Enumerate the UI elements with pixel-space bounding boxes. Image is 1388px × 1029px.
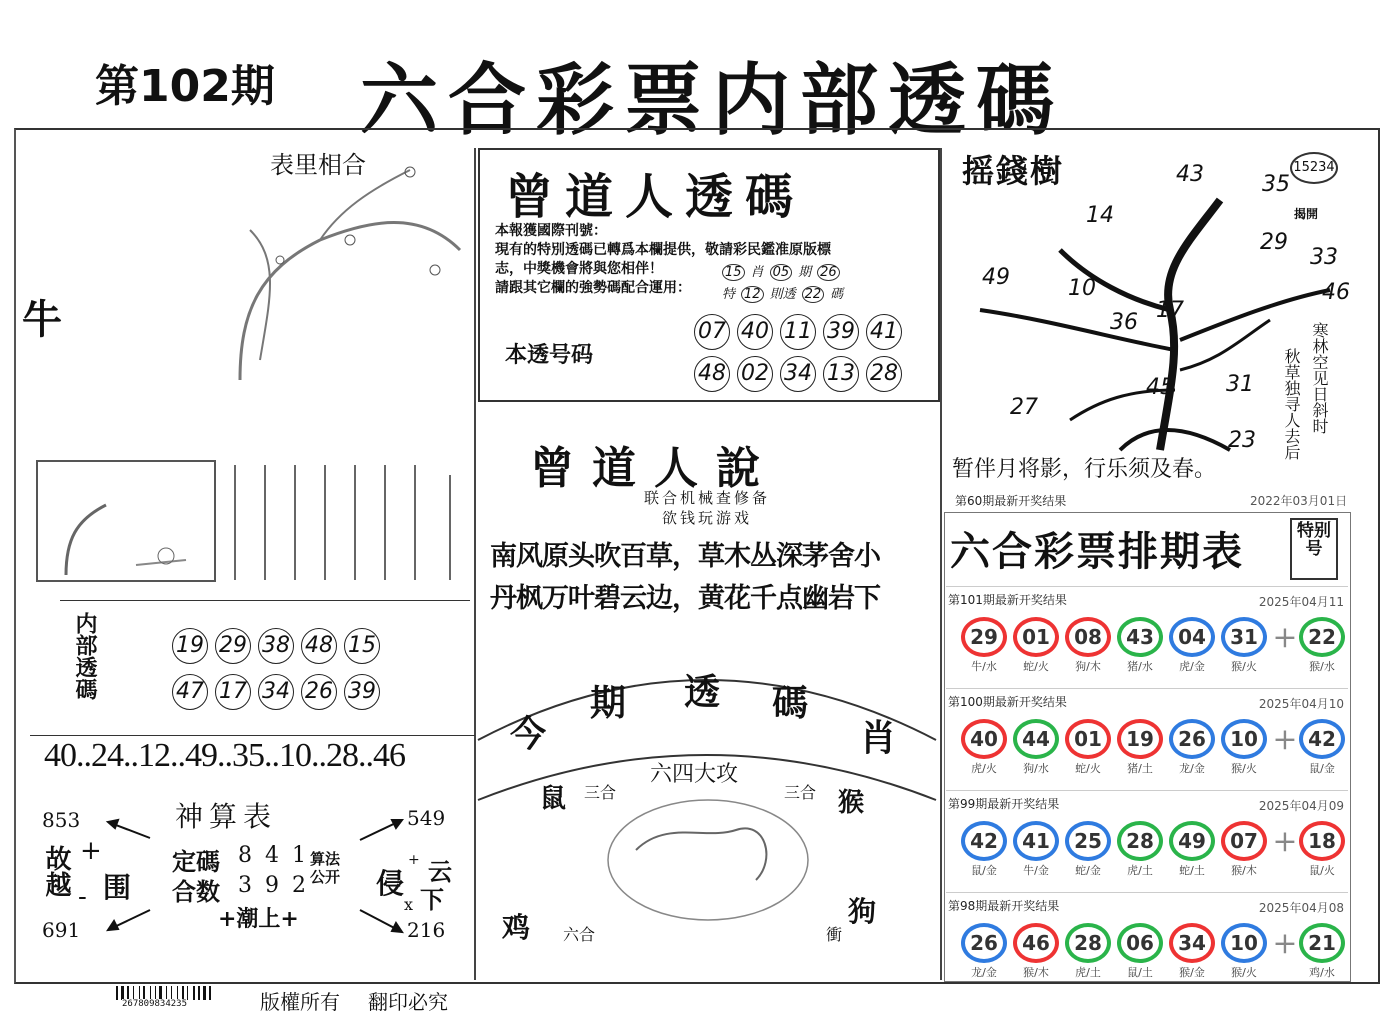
number-circle: 41 (866, 314, 902, 350)
lottery-ball: 41 (1013, 821, 1059, 861)
tree-num-35: 35 (1262, 172, 1290, 197)
inner-label: 内部透碼 (72, 612, 98, 700)
plum-blossom-drawing (200, 150, 470, 410)
special-num: 22 (802, 286, 825, 303)
lottery-ball: 04 (1169, 617, 1215, 657)
ball-zodiac: 鼠/金 (971, 864, 997, 877)
result-date: 2025年04月08 (1258, 901, 1344, 915)
tree-num-45: 45 (1146, 375, 1174, 400)
number-circle: 15 (344, 628, 380, 664)
special-num: 15 (722, 264, 745, 281)
chao-label: +潮上+ (218, 906, 299, 932)
seal-stamp: 15234 (1290, 152, 1338, 184)
lottery-ball: 26 (1169, 719, 1215, 759)
number-circle: 07 (694, 314, 730, 350)
special-num: 12 (741, 286, 764, 303)
plus-icon: + (1272, 926, 1298, 961)
poem-vertical-1: 寒林空见日斜时 (1310, 322, 1329, 434)
poem-line-1: 南风原头吹百草，草木丛深茅舍小 (490, 541, 880, 572)
lottery-ball: 10 (1221, 719, 1267, 759)
lottery-ball: 10 (1221, 923, 1267, 963)
tree-num-17: 17 (1156, 298, 1184, 323)
arch-char-1: 今 (510, 713, 547, 755)
ball-zodiac: 鸡/水 (1309, 966, 1335, 979)
lottery-ball: 07 (1221, 821, 1267, 861)
tree-num-27: 27 (1010, 395, 1038, 420)
lottery-ball: 01 (1013, 617, 1059, 657)
ball-zodiac: 狗/木 (1075, 660, 1101, 673)
ball-cell (1064, 923, 1112, 980)
tree-num-43: 43 (1176, 162, 1204, 187)
sub-line-2: 欲钱玩游戏 (661, 509, 752, 527)
calc-title: 神算表 (175, 800, 278, 833)
label-this-issue: 本透号码 (505, 342, 594, 368)
dingma-values: 8 4 1 (238, 843, 309, 868)
result-balls (960, 719, 1350, 776)
handwritten-columns (225, 455, 470, 590)
special-num: 05 (770, 264, 793, 281)
ball-cell (1064, 617, 1112, 674)
result-block (946, 586, 1348, 688)
ball-cell (1168, 923, 1216, 980)
table-title: 六合彩票排期表 (950, 528, 1244, 575)
num-216: 216 (407, 918, 446, 942)
number-circle: 47 (172, 674, 208, 710)
result-header: 第98期最新开奖结果 (948, 899, 1060, 913)
mini-date: 2022年03月01日 (1250, 494, 1348, 508)
ball-cell (1168, 719, 1216, 776)
lottery-ball: 19 (1117, 719, 1163, 759)
number-circle: 48 (694, 356, 730, 392)
ball-zodiac: 猴/水 (1309, 660, 1335, 673)
copyright-text: 版權所有 (260, 990, 340, 1014)
ball-zodiac: 鼠/土 (1127, 966, 1153, 979)
qin-char: 侵 (376, 867, 405, 900)
rule-line (60, 600, 470, 601)
ball-cell (960, 923, 1008, 980)
ball-zodiac: 猪/土 (1127, 762, 1153, 775)
ball-zodiac: 龙/金 (971, 966, 997, 979)
number-circle: 11 (780, 314, 816, 350)
ball-zodiac: 虎/火 (971, 762, 997, 775)
lottery-ball: 18 (1299, 821, 1345, 861)
tree-num-31: 31 (1226, 372, 1254, 397)
tree-num-14: 14 (1086, 203, 1114, 228)
notice-line-2: 現有的特別透碼已轉爲本欄提供，敬請彩民鑑准原版標 (495, 242, 831, 258)
number-circle: 13 (823, 356, 859, 392)
ball-cell (1220, 617, 1268, 674)
ball-zodiac: 猴/火 (1231, 966, 1257, 979)
poem-line-2: 丹枫万叶碧云边，黄花千点幽岩下 (490, 583, 880, 614)
ball-cell (1220, 719, 1268, 776)
arch-char-3: 透 (684, 671, 721, 713)
mini-header: 第60期最新开奖结果 (955, 494, 1067, 508)
ball-cell (960, 719, 1008, 776)
result-date: 2025年04月10 (1258, 697, 1344, 711)
arch-char-4: 碼 (772, 682, 809, 724)
sanhe-left: 三合 (584, 783, 617, 802)
ball-cell (1064, 719, 1112, 776)
number-circle: 38 (258, 628, 294, 664)
ball-zodiac: 蛇/土 (1179, 864, 1205, 877)
tree-num-23: 23 (1228, 428, 1256, 453)
page-title: 六合彩票内部透碼 (360, 55, 1065, 146)
zodiac-char: 牛 (22, 296, 62, 343)
number-circle: 34 (258, 674, 294, 710)
x-char: x (404, 895, 414, 914)
liuhe-label: 六合 (563, 925, 596, 944)
ball-cell (1116, 821, 1164, 878)
title-zengdaoren-says: 曾道人說 (530, 443, 778, 494)
special-char: 期 (798, 265, 812, 280)
lottery-ball: 01 (1065, 719, 1111, 759)
ball-cell (1012, 923, 1060, 980)
number-circle: 28 (866, 356, 902, 392)
plus-small: + (408, 852, 420, 868)
ball-zodiac: 鼠/火 (1309, 864, 1335, 877)
number-sequence: 40..24..12..49..35..10..28..46 (44, 737, 405, 774)
zodiac-ji: 鸡 (502, 911, 531, 944)
divider-right (940, 148, 942, 980)
caption-top: 表里相合 (270, 151, 366, 179)
result-date: 2025年04月11 (1258, 595, 1344, 609)
sub-line-1: 联合机械查修备 (643, 489, 770, 507)
zodiac-shu: 鼠 (540, 784, 567, 814)
ball-zodiac: 猴/木 (1231, 864, 1257, 877)
ball-zodiac: 猪/水 (1127, 660, 1153, 673)
special-block (722, 262, 862, 306)
result-block (946, 892, 1348, 994)
ball-cell (1298, 923, 1346, 980)
notice-line-1: 本報獲國際刊號： (495, 223, 607, 239)
special-line (722, 284, 862, 306)
ball-cell (1220, 821, 1268, 878)
lottery-ball: 28 (1117, 821, 1163, 861)
notice-line-4: 請跟其它欄的強勢碼配合運用： (495, 280, 691, 296)
yun-char: 云 (428, 857, 452, 886)
ball-cell (960, 617, 1008, 674)
calc-left-chars: 故越 (41, 845, 71, 897)
ball-zodiac: 牛/水 (971, 660, 997, 673)
tree-num-10: 10 (1068, 276, 1096, 301)
ball-zodiac: 虎/金 (1179, 660, 1205, 673)
zodiac-hou: 猴 (838, 788, 865, 818)
lottery-ball: 34 (1169, 923, 1215, 963)
plus-icon: + (1272, 722, 1298, 757)
plus-icon: + (1272, 824, 1298, 859)
number-circle: 17 (215, 674, 251, 710)
lottery-ball: 44 (1013, 719, 1059, 759)
number-circle: 34 (780, 356, 816, 392)
poem-line-tree: 暂伴月将影，行乐须及春。 (952, 457, 1217, 482)
tree-num-49: 49 (982, 265, 1010, 290)
number-circle: 29 (215, 628, 251, 664)
special-line (722, 262, 862, 284)
inner-row-2 (172, 674, 387, 710)
special-char: 肖 (750, 265, 764, 280)
arch-center-text: 六四大攻 (650, 762, 739, 787)
ball-zodiac: 蛇/火 (1075, 762, 1101, 775)
ball-cell (1220, 923, 1268, 980)
result-block (946, 688, 1348, 790)
number-circle: 26 (301, 674, 337, 710)
sanhe-right: 三合 (784, 783, 817, 802)
number-circle: 39 (344, 674, 380, 710)
ball-zodiac: 虎/土 (1075, 966, 1101, 979)
ball-zodiac: 龙/金 (1179, 762, 1205, 775)
lottery-ball: 28 (1065, 923, 1111, 963)
ball-cell (1012, 719, 1060, 776)
special-char: 特 (722, 287, 736, 302)
ball-zodiac: 猴/火 (1231, 762, 1257, 775)
result-balls (960, 923, 1350, 980)
lottery-ball: 26 (961, 923, 1007, 963)
zodiac-gou: 狗 (848, 895, 877, 928)
number-circle: 02 (737, 356, 773, 392)
num-691: 691 (42, 918, 81, 942)
ball-zodiac: 猴/金 (1179, 966, 1205, 979)
ball-zodiac: 蛇/火 (1023, 660, 1049, 673)
dingma-label: 定碼 (172, 847, 220, 876)
tree-title: 摇錢樹 (962, 152, 1065, 190)
lottery-ball: 31 (1221, 617, 1267, 657)
lottery-ball: 22 (1299, 617, 1345, 657)
num-549: 549 (407, 806, 446, 830)
ball-zodiac: 鼠/金 (1309, 762, 1335, 775)
ball-cell (1298, 719, 1346, 776)
ball-cell (1064, 821, 1112, 878)
heshu-values: 3 9 2 (238, 873, 309, 898)
xia-char: 下 (420, 885, 444, 914)
lottery-ball: 06 (1117, 923, 1163, 963)
ball-cell (1298, 821, 1346, 878)
num-853: 853 (42, 808, 81, 832)
number-circle: 19 (172, 628, 208, 664)
lottery-ball: 46 (1013, 923, 1059, 963)
number-circle: 39 (823, 314, 859, 350)
lottery-ball: 42 (1299, 719, 1345, 759)
arch-char-5: 肖 (860, 717, 897, 759)
title-zengdaoren: 曾道人透碼 (505, 169, 806, 225)
lottery-ball: 42 (961, 821, 1007, 861)
chong-label: 衝 (826, 925, 843, 944)
poem-vertical-2: 秋草独寻人去后 (1282, 348, 1301, 460)
ball-zodiac: 猴/木 (1023, 966, 1049, 979)
ball-cell (1012, 617, 1060, 674)
lottery-ball: 29 (961, 617, 1007, 657)
result-block (946, 790, 1348, 892)
ball-cell (1168, 821, 1216, 878)
tree-num-46: 46 (1322, 280, 1350, 305)
ball-zodiac: 虎/土 (1127, 864, 1153, 877)
lottery-ball: 49 (1169, 821, 1215, 861)
lottery-ball: 25 (1065, 821, 1111, 861)
calc-minus: - (78, 882, 87, 912)
ball-zodiac: 牛/金 (1023, 864, 1049, 877)
ball-cell (1116, 923, 1164, 980)
lottery-ball: 43 (1117, 617, 1163, 657)
ball-cell (1116, 719, 1164, 776)
inner-row-1 (172, 628, 387, 664)
zeng-row-2 (694, 356, 909, 392)
no-reprint-text: 翻印必究 (368, 990, 448, 1014)
barcode-number: 267809834235 (122, 999, 188, 1009)
ball-cell (960, 821, 1008, 878)
special-char: 碼 (830, 287, 844, 302)
lottery-ball: 40 (961, 719, 1007, 759)
ball-zodiac: 狗/水 (1023, 762, 1049, 775)
lottery-ball: 08 (1065, 617, 1111, 657)
ball-cell (1168, 617, 1216, 674)
result-date: 2025年04月09 (1258, 799, 1344, 813)
heshu-label: 合数 (172, 877, 220, 906)
calc-wei: 围 (103, 871, 132, 904)
ball-cell (1298, 617, 1346, 674)
number-circle: 48 (301, 628, 337, 664)
ball-cell (1116, 617, 1164, 674)
suanfa-label: 算法公开 (310, 850, 341, 886)
special-label: 特别号 (1290, 518, 1338, 580)
tree-num-33: 33 (1310, 245, 1338, 270)
tree-num-29: 29 (1260, 230, 1288, 255)
ball-cell (1012, 821, 1060, 878)
lottery-ball: 21 (1299, 923, 1345, 963)
plus-icon: + (1272, 620, 1298, 655)
result-balls (960, 821, 1350, 878)
results-list (946, 586, 1348, 994)
result-header: 第101期最新开奖结果 (948, 593, 1067, 607)
zeng-row-1 (694, 314, 909, 350)
number-circle: 40 (737, 314, 773, 350)
result-header: 第100期最新开奖结果 (948, 695, 1067, 709)
result-balls (960, 617, 1350, 674)
calc-plus: + (80, 836, 102, 866)
notice-line-3: 志，中獎機會將與您相伴！ (495, 261, 663, 277)
special-char: 則透 (769, 287, 796, 302)
arch-char-2: 期 (590, 682, 627, 724)
painting-box (36, 460, 216, 582)
ball-zodiac: 蛇/金 (1075, 864, 1101, 877)
tree-num-36: 36 (1110, 310, 1138, 335)
seal-sub: 揭開 (1294, 207, 1319, 221)
result-header: 第99期最新开奖结果 (948, 797, 1060, 811)
special-num: 26 (817, 264, 840, 281)
issue-number: 第102期 (95, 61, 275, 112)
ball-zodiac: 猴/火 (1231, 660, 1257, 673)
